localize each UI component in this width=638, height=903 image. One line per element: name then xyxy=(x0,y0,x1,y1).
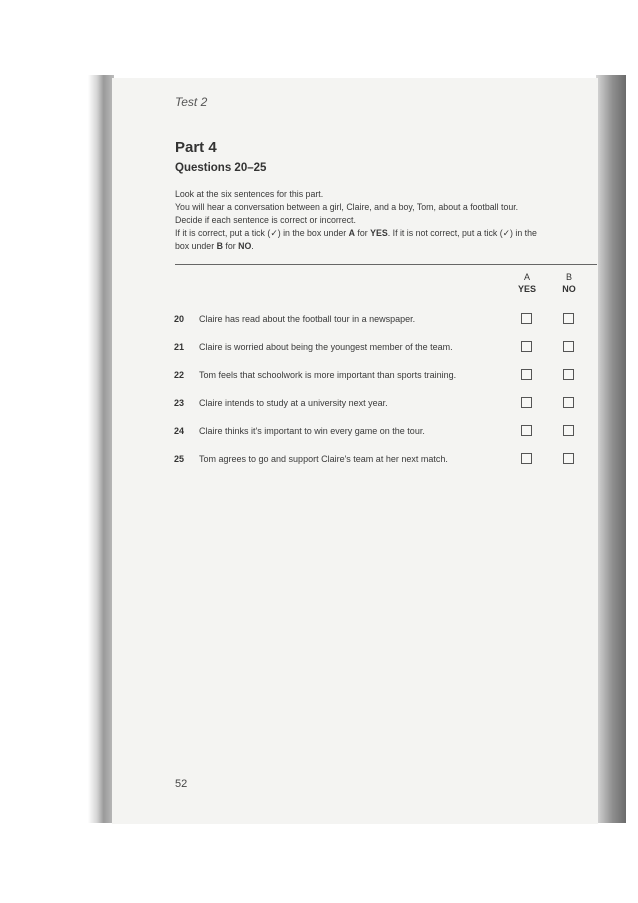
part-title: Part 4 xyxy=(175,139,217,156)
book-spine-right-shadow xyxy=(596,75,626,823)
instruction-line: Look at the six sentences for this part. xyxy=(175,189,324,199)
answer-checkbox-no[interactable] xyxy=(563,425,574,436)
questions-range-title: Questions 20–25 xyxy=(175,162,267,174)
test-label: Test 2 xyxy=(175,95,208,109)
instructions-block xyxy=(175,188,595,253)
question-number: 21 xyxy=(174,342,185,352)
tick-instruction-line-1: If it is correct, put a tick (✓) in the box under A for YES. If it is not correct, put a tick (✓) in the xyxy=(175,228,537,238)
answer-checkbox-no[interactable] xyxy=(563,397,574,408)
question-number: 23 xyxy=(174,398,185,408)
book-spine-left-shadow xyxy=(88,75,114,823)
column-letter: A xyxy=(523,272,530,282)
question-text: Tom feels that schoolwork is more important than sports training. xyxy=(199,370,457,380)
answer-checkbox-no[interactable] xyxy=(563,369,574,380)
answer-checkbox-yes[interactable] xyxy=(521,313,532,324)
column-header-b xyxy=(554,271,584,295)
answer-checkbox-yes[interactable] xyxy=(521,453,532,464)
instruction-line: You will hear a conversation between a girl, Claire, and a boy, Tom, about a football tour. xyxy=(175,202,519,212)
question-text: Claire intends to study at a university next year. xyxy=(199,398,388,408)
column-word: YES xyxy=(517,284,536,294)
instruction-line: Decide if each sentence is correct or incorrect. xyxy=(175,215,356,225)
answer-checkbox-yes[interactable] xyxy=(521,369,532,380)
question-text: Tom agrees to go and support Claire's team at her next match. xyxy=(199,454,448,464)
section-divider xyxy=(175,264,597,265)
question-text: Claire has read about the football tour in a newspaper. xyxy=(199,314,416,324)
question-number: 20 xyxy=(174,314,185,324)
question-number: 22 xyxy=(174,370,185,380)
answer-checkbox-no[interactable] xyxy=(563,313,574,324)
question-number: 25 xyxy=(174,454,185,464)
column-letter: B xyxy=(565,272,572,282)
answer-checkbox-yes[interactable] xyxy=(521,425,532,436)
column-header-a xyxy=(512,271,542,295)
column-word: NO xyxy=(562,284,576,294)
answer-checkbox-no[interactable] xyxy=(563,453,574,464)
tick-instruction-line-2: box under B for NO. xyxy=(175,241,254,251)
answer-checkbox-yes[interactable] xyxy=(521,341,532,352)
answer-checkbox-yes[interactable] xyxy=(521,397,532,408)
question-number: 24 xyxy=(174,426,185,436)
answer-checkbox-no[interactable] xyxy=(563,341,574,352)
question-text: Claire is worried about being the youngest member of the team. xyxy=(199,342,453,352)
page-number: 52 xyxy=(175,778,188,790)
question-text: Claire thinks it's important to win every game on the tour. xyxy=(199,426,425,436)
